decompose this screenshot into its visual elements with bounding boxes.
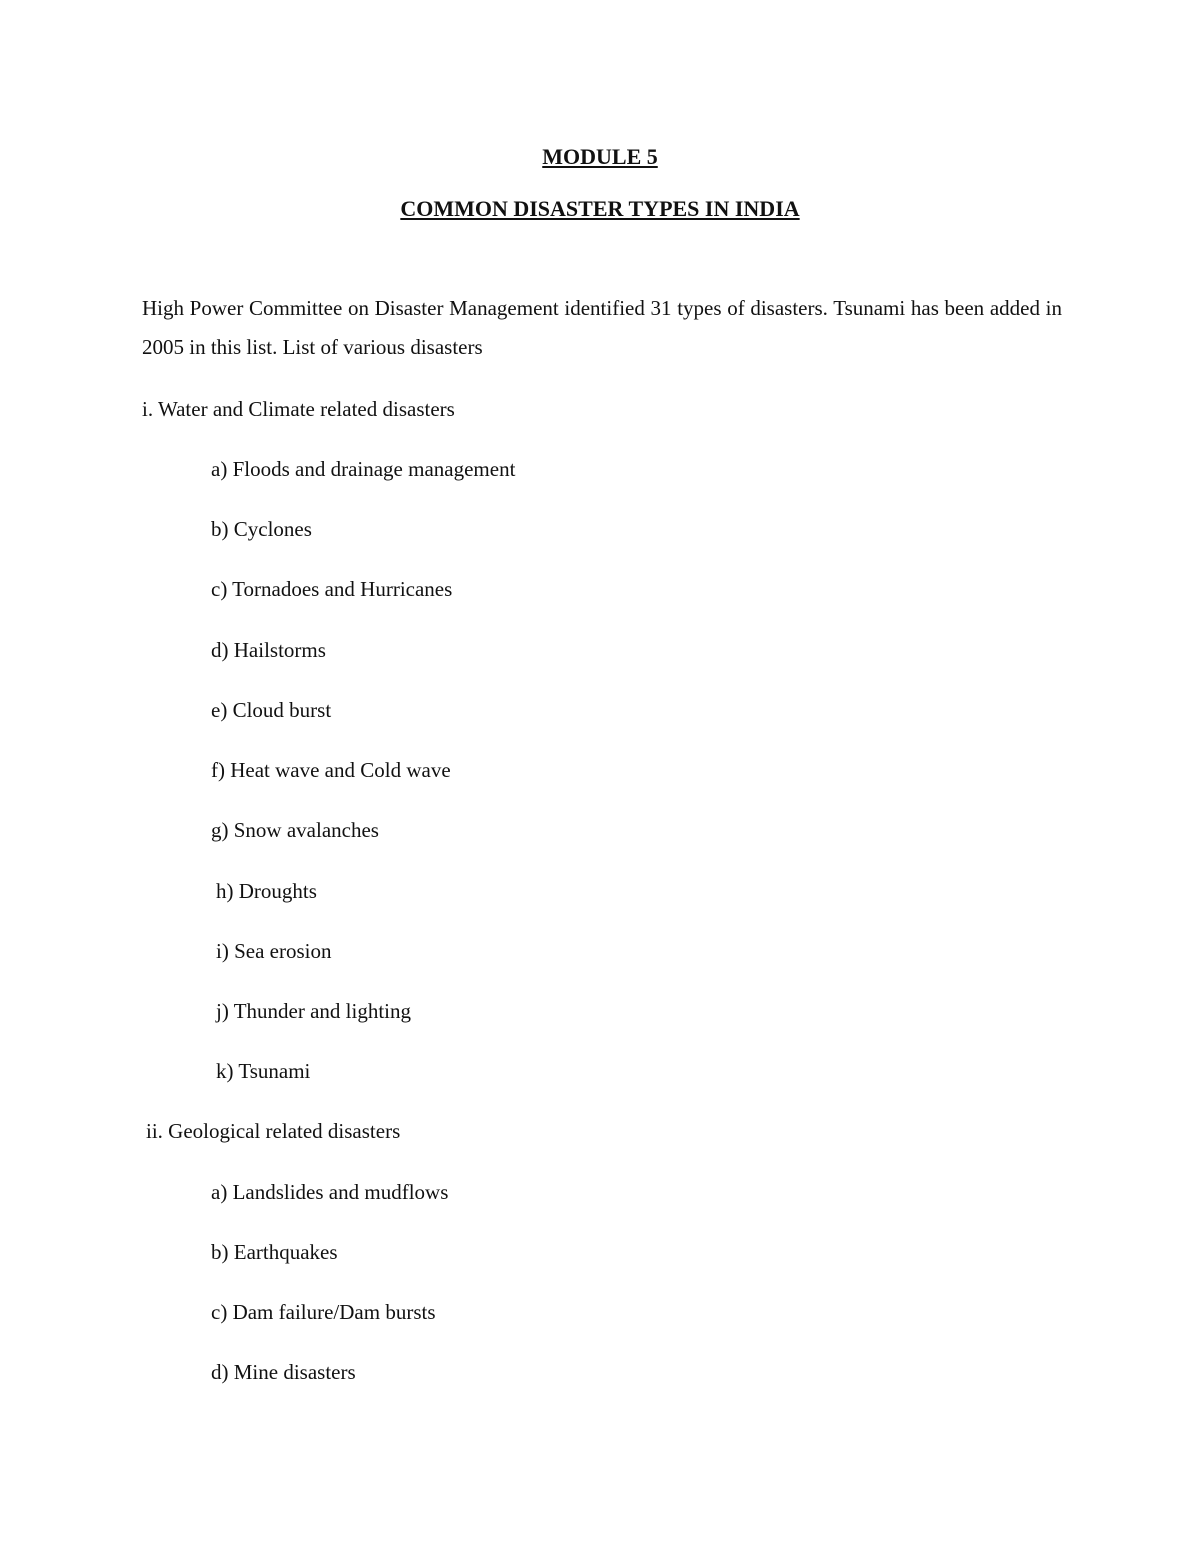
module-heading: MODULE 5 bbox=[542, 144, 658, 169]
list-item: d) Mine disasters bbox=[211, 1360, 356, 1384]
section-heading-water-climate: i. Water and Climate related disasters bbox=[142, 397, 455, 421]
intro-paragraph: High Power Committee on Disaster Management identified 31 types of disasters. Tsunami has been added in 2005 in this list. List of various disasters bbox=[142, 296, 1062, 359]
list-item: j) Thunder and lighting bbox=[216, 999, 411, 1023]
list-item: h) Droughts bbox=[216, 879, 317, 903]
list-item: b) Cyclones bbox=[211, 517, 312, 541]
list-item: e) Cloud burst bbox=[211, 698, 332, 722]
list-item: a) Landslides and mudflows bbox=[211, 1180, 449, 1204]
list-item: f) Heat wave and Cold wave bbox=[211, 758, 451, 782]
list-item: k) Tsunami bbox=[216, 1059, 311, 1083]
list-item: i) Sea erosion bbox=[216, 939, 332, 963]
list-item: a) Floods and drainage management bbox=[211, 457, 516, 481]
list-item: c) Tornadoes and Hurricanes bbox=[211, 577, 453, 601]
list-item: d) Hailstorms bbox=[211, 638, 326, 662]
list-item: g) Snow avalanches bbox=[211, 818, 379, 842]
section-heading-geological: ii. Geological related disasters bbox=[146, 1119, 401, 1143]
list-item: c) Dam failure/Dam bursts bbox=[211, 1300, 436, 1324]
list-item: b) Earthquakes bbox=[211, 1240, 338, 1264]
page-title: COMMON DISASTER TYPES IN INDIA bbox=[400, 196, 800, 221]
